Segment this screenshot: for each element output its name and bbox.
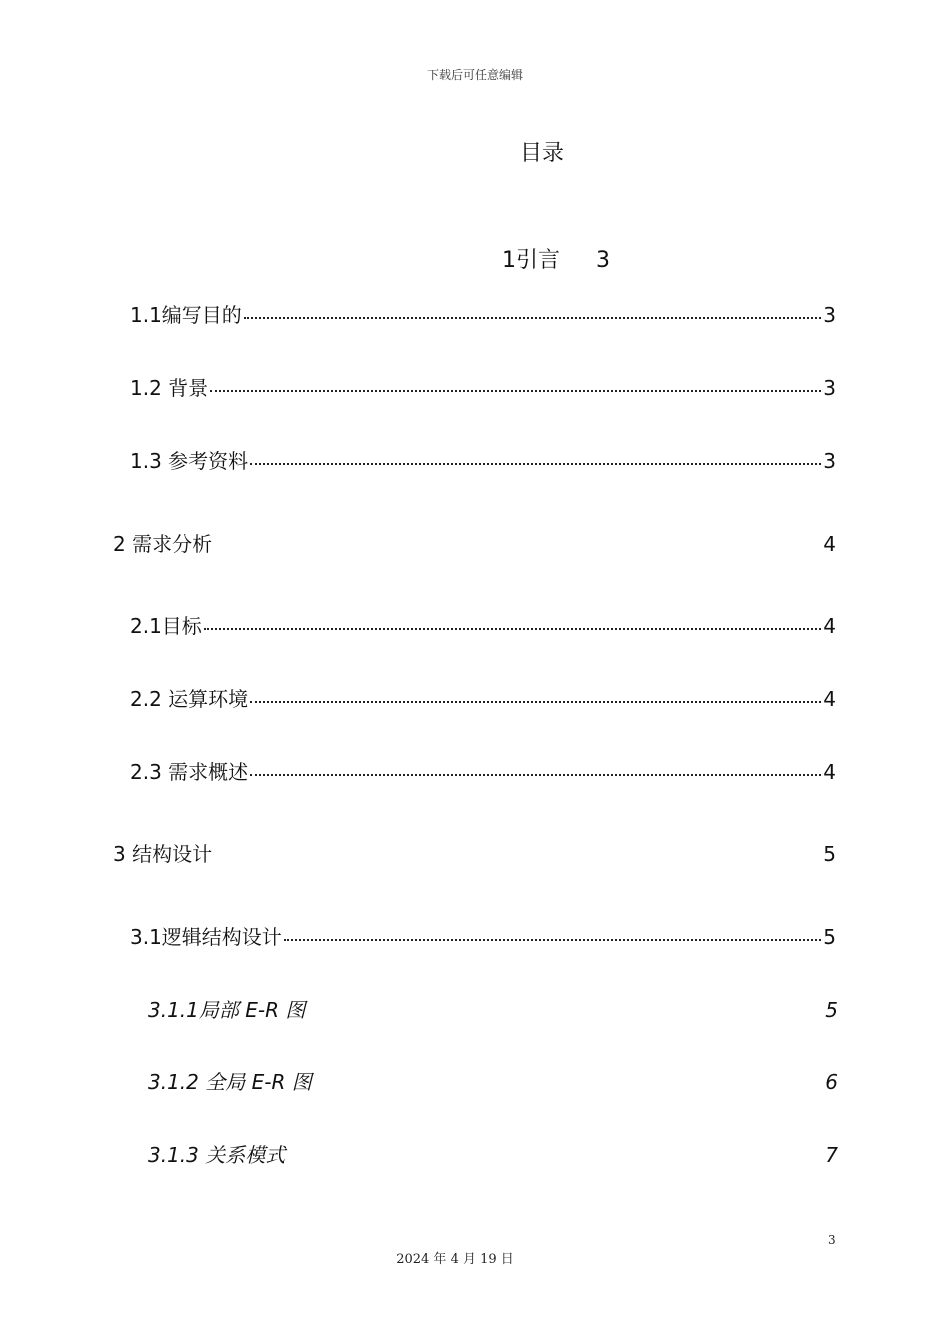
toc-dot-leader <box>250 463 821 465</box>
toc-entry-1-3[interactable] <box>130 447 836 475</box>
toc-dot-leader <box>244 317 821 319</box>
page-number: 3 <box>828 1233 836 1247</box>
toc-dot-leader <box>284 939 821 941</box>
toc-entry-label: 3.1.2 全局 E-R 图 <box>148 1070 312 1094</box>
toc-entry-3-1-2[interactable] <box>148 1068 838 1096</box>
toc-entry-page: 4 <box>823 760 836 784</box>
toc-entry-page: 5 <box>825 998 838 1022</box>
toc-entry-label: 1.2 背景 <box>130 376 209 400</box>
toc-entry-1[interactable] <box>0 218 950 299</box>
toc-entry-label: 2.3 需求概述 <box>130 760 249 784</box>
toc-entry-label: 3 结构设计 <box>113 842 213 866</box>
toc-entry-2[interactable] <box>113 530 836 558</box>
toc-entry-label: 1引言 <box>501 248 560 273</box>
toc-dot-leader <box>250 701 821 703</box>
toc-entry-page: 4 <box>823 532 836 556</box>
footer-date: 2024 年 4 月 19 日 <box>396 1252 514 1267</box>
toc-entry-label: 1.1编写目的 <box>130 303 242 327</box>
toc-entry-label: 1.3 参考资料 <box>130 449 249 473</box>
toc-entry-label: 2 需求分析 <box>113 532 213 556</box>
toc-entry-label: 3.1.1局部 E-R 图 <box>148 998 306 1022</box>
toc-entry-page: 5 <box>823 842 836 866</box>
toc-entry-label: 2.1目标 <box>130 614 202 638</box>
toc-entry-3-1-1[interactable] <box>148 996 838 1024</box>
toc-entry-label: 3.1.3 关系模式 <box>148 1143 286 1167</box>
toc-entry-page: 3 <box>595 248 610 273</box>
toc-entry-2-3[interactable] <box>130 758 836 786</box>
toc-entry-1-2[interactable] <box>130 374 836 402</box>
toc-entry-page: 3 <box>823 376 836 400</box>
toc-entry-3-1[interactable] <box>130 923 836 951</box>
toc-dot-leader <box>210 390 821 392</box>
toc-entry-1-1[interactable] <box>130 301 836 329</box>
toc-entry-page: 3 <box>823 303 836 327</box>
toc-entry-2-1[interactable] <box>130 612 836 640</box>
toc-title: 目录 <box>519 141 564 166</box>
toc-entry-2-2[interactable] <box>130 685 836 713</box>
toc-entry-page: 4 <box>823 687 836 711</box>
toc-entry-page: 7 <box>825 1143 838 1167</box>
toc-entry-page: 4 <box>823 614 836 638</box>
header-note: 下载后可任意编辑 <box>426 68 523 82</box>
toc-entry-label: 3.1逻辑结构设计 <box>130 925 282 949</box>
toc-entry-label: 2.2 运算环境 <box>130 687 249 711</box>
toc-dot-leader <box>204 628 821 630</box>
toc-entry-page: 6 <box>825 1070 838 1094</box>
toc-entry-3[interactable] <box>113 840 836 868</box>
toc-dot-leader <box>250 774 821 776</box>
toc-entry-page: 5 <box>823 925 836 949</box>
toc-entry-page: 3 <box>823 449 836 473</box>
toc-entry-3-1-3[interactable] <box>148 1141 838 1169</box>
